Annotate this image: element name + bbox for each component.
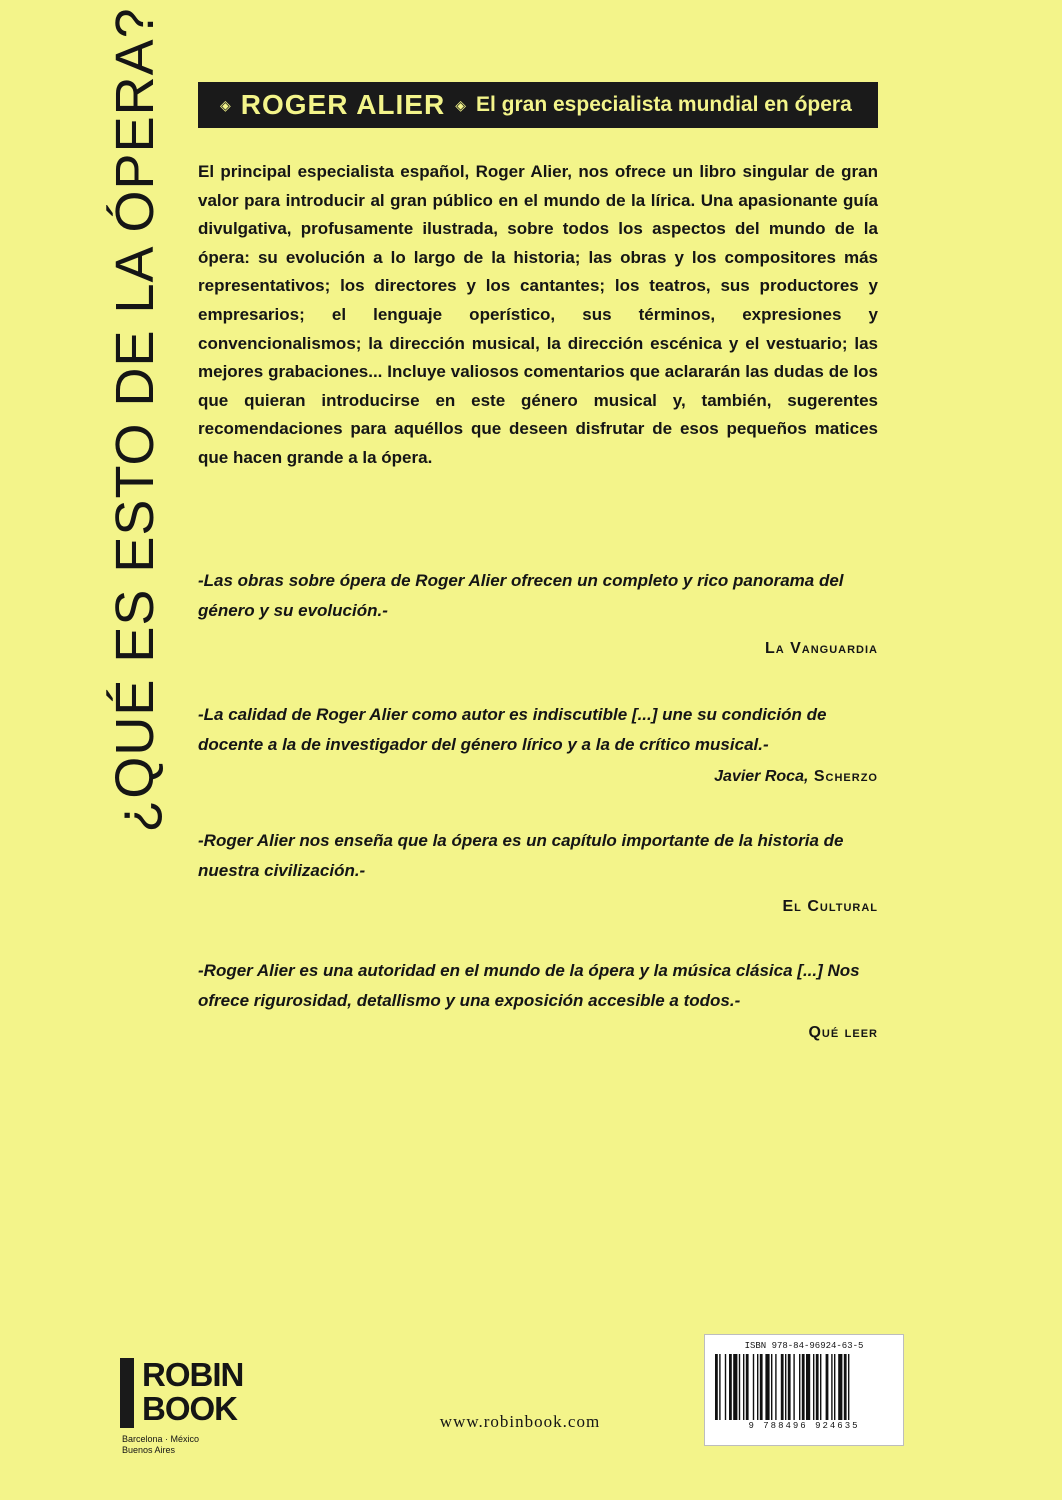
barcode-bar [806, 1354, 810, 1420]
spine-title [80, 7, 190, 833]
barcode-bar [729, 1354, 732, 1420]
diamond-icon: ◈ [455, 96, 466, 113]
author-tagline: El gran especialista mundial en ópera [475, 93, 852, 116]
quote-source [198, 1018, 878, 1048]
review-quote-4 [198, 956, 878, 1048]
barcode-bar [793, 1354, 794, 1420]
barcode-bar [799, 1354, 800, 1420]
barcode-bar [781, 1354, 784, 1420]
quote-source-name: La Vanguardia [764, 640, 878, 657]
barcode-digits: 9 788496 924635 [748, 1421, 860, 1431]
spine-title-text: ¿QUÉ ES ESTO DE LA ÓPERA? [105, 7, 165, 833]
barcode-bar [848, 1354, 849, 1420]
quote-text: -Roger Alier es una autoridad en el mundo de la ópera y la música clásica [...] Nos ofrece rigurosidad, detallismo y una exposición accesible a todos.- [198, 961, 860, 1010]
barcode-bar [743, 1354, 744, 1420]
logo-word-2: BOOK [142, 1390, 237, 1427]
barcode-bar [802, 1354, 805, 1420]
review-quote-1 [198, 566, 878, 664]
author-name: ROGER ALIER [240, 89, 446, 120]
publisher-cities [120, 1434, 224, 1456]
quote-text: -La calidad de Roger Alier como autor es indiscutible [...] une su condición de docente a la de investigador del género lírico y a la de crítico musical.- [198, 705, 827, 754]
barcode-bar [838, 1354, 842, 1420]
quote-source-name: Scherzo [813, 768, 878, 785]
publisher-website: www.robinbook.com [439, 1412, 601, 1431]
barcode-bar [831, 1354, 832, 1420]
quote-source [198, 634, 878, 664]
isbn-barcode [704, 1334, 904, 1446]
publisher-cities-2: Buenos Aires [122, 1445, 176, 1455]
barcode-bar [785, 1354, 786, 1420]
barcode-bar [725, 1354, 726, 1420]
barcode-bar [788, 1354, 791, 1420]
quote-text: -Las obras sobre ópera de Roger Alier ofrecen un completo y rico panorama del género y su evolución.- [198, 571, 844, 620]
barcode-bar [765, 1354, 769, 1420]
author-banner [198, 82, 878, 128]
barcode-bar [719, 1354, 720, 1420]
review-quote-2 [198, 700, 878, 792]
publisher-logo [120, 1356, 244, 1463]
barcode-bar [757, 1354, 758, 1420]
quote-person: Javier Roca, [714, 768, 809, 785]
book-description: El principal especialista español, Roger Alier, nos ofrece un libro singular de gran valor para introducir al gran público en el mundo de la lírica. Una apasionante guía divulgativa, profusamente ilustrada, sobre todos los aspectos del mundo de la ópera: su evolución a lo largo de la historia; las obras y los compositores más representativos; los directores y los cantantes; los teatros, sus productores y empresarios; el lenguaje operístico, sus términos, expresiones y convencionalismos; la dirección musical, la dirección escénica y el vestuario; las mejores grabaciones... Incluye valiosos comentarios que aclararán las dudas de los que quieran introducirse en este género musical y, también, sugerentes recomendaciones para aquéllos que deseen disfrutar de esos pequeños matices que hacen grande a la ópera. [198, 162, 878, 467]
review-quote-3 [198, 826, 878, 922]
barcode-bar [715, 1354, 718, 1420]
barcode-bar [746, 1354, 749, 1420]
quote-source-name: El Cultural [782, 898, 878, 915]
quote-text: -Roger Alier nos enseña que la ópera es un capítulo importante de la historia de nuestra civilización.- [198, 831, 844, 880]
barcode-bar [813, 1354, 814, 1420]
barcode-bar [826, 1354, 829, 1420]
diamond-icon: ◈ [220, 96, 231, 113]
logo-word-1: ROBIN [142, 1356, 244, 1393]
quote-source [198, 892, 878, 922]
barcode-bar [733, 1354, 737, 1420]
barcode-bar [775, 1354, 776, 1420]
barcode-bar [820, 1354, 821, 1420]
barcode-bar [771, 1354, 772, 1420]
barcode-bar [844, 1354, 847, 1420]
barcode-bar [816, 1354, 819, 1420]
quote-source [198, 762, 878, 792]
barcode-bar [739, 1354, 740, 1420]
barcode-bar [760, 1354, 763, 1420]
publisher-cities-1: Barcelona · México [122, 1434, 200, 1444]
barcode-bars [713, 1354, 895, 1420]
barcode-bar [834, 1354, 835, 1420]
isbn-text: ISBN 978-84-96924-63-5 [744, 1341, 864, 1351]
barcode-bar [753, 1354, 754, 1420]
quote-source-name: Qué leer [808, 1024, 878, 1041]
